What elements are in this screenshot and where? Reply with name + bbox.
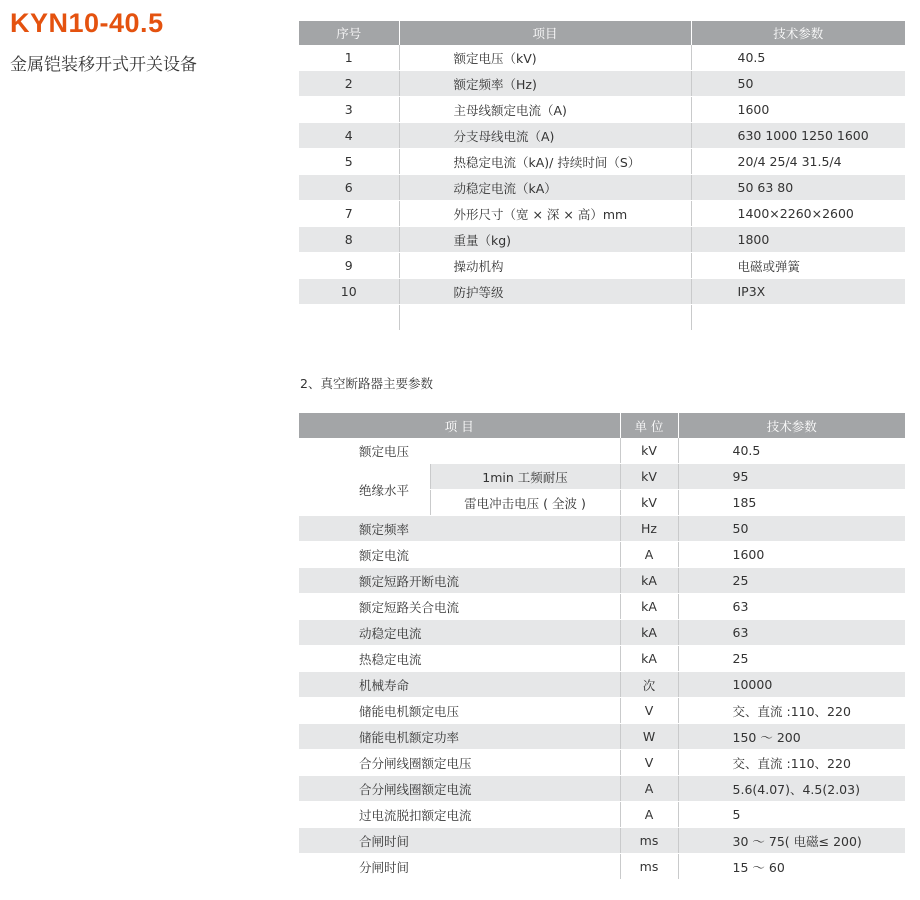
row-value: 15 ～ 60 bbox=[678, 854, 905, 880]
table-row bbox=[299, 227, 905, 253]
row-unit: kV bbox=[620, 438, 678, 464]
row-item: 额定频率 bbox=[299, 516, 620, 542]
table-header-row bbox=[299, 413, 905, 438]
row-value: 30 ～ 75( 电磁≤ 200) bbox=[678, 828, 905, 854]
table-row bbox=[299, 776, 905, 802]
row-item: 额定电压 bbox=[299, 438, 620, 464]
row-unit: A bbox=[620, 542, 678, 568]
row-item: 合分闸线圈额定电压 bbox=[299, 750, 620, 776]
row-value: 50 bbox=[678, 516, 905, 542]
row-unit: kA bbox=[620, 646, 678, 672]
row-value: 25 bbox=[678, 568, 905, 594]
table-row bbox=[299, 828, 905, 854]
table-row bbox=[299, 45, 905, 71]
row-item: 热稳定电流 bbox=[299, 646, 620, 672]
row-value: 交、直流 :110、220 bbox=[678, 698, 905, 724]
row-item: 额定短路关合电流 bbox=[299, 594, 620, 620]
table-row bbox=[299, 279, 905, 305]
row-value bbox=[691, 305, 905, 331]
row-number: 7 bbox=[299, 201, 399, 227]
row-value: 1800 bbox=[691, 227, 905, 253]
table-row bbox=[299, 253, 905, 279]
row-item: 合闸时间 bbox=[299, 828, 620, 854]
row-sub-item: 雷电冲击电压 ( 全波 ) bbox=[430, 490, 620, 516]
row-value: 150 ～ 200 bbox=[678, 724, 905, 750]
row-unit: Hz bbox=[620, 516, 678, 542]
row-group-name: 绝缘水平 bbox=[299, 464, 430, 516]
row-item: 额定电压（kV) bbox=[399, 45, 691, 71]
row-unit: ms bbox=[620, 828, 678, 854]
table-row bbox=[299, 97, 905, 123]
table-row bbox=[299, 71, 905, 97]
table-row bbox=[299, 854, 905, 880]
table-row bbox=[299, 698, 905, 724]
row-value: IP3X bbox=[691, 279, 905, 305]
section-heading: 2、真空断路器主要参数 bbox=[300, 376, 433, 391]
row-number bbox=[299, 305, 399, 331]
row-value: 1600 bbox=[691, 97, 905, 123]
row-value: 95 bbox=[678, 464, 905, 490]
row-value: 185 bbox=[678, 490, 905, 516]
row-value: 电磁或弹簧 bbox=[691, 253, 905, 279]
row-value: 10000 bbox=[678, 672, 905, 698]
table-row bbox=[299, 646, 905, 672]
table-row bbox=[299, 594, 905, 620]
table-row bbox=[299, 620, 905, 646]
table-row bbox=[299, 438, 905, 464]
row-number: 1 bbox=[299, 45, 399, 71]
row-number: 9 bbox=[299, 253, 399, 279]
row-unit: ms bbox=[620, 854, 678, 880]
main-parameters-table bbox=[299, 21, 905, 331]
row-value: 630 1000 1250 1600 bbox=[691, 123, 905, 149]
row-item: 额定短路开断电流 bbox=[299, 568, 620, 594]
header-item: 项目 bbox=[399, 21, 691, 45]
header-item: 项 目 bbox=[299, 413, 620, 438]
row-number: 8 bbox=[299, 227, 399, 253]
row-number: 4 bbox=[299, 123, 399, 149]
table-row bbox=[299, 750, 905, 776]
row-unit: kA bbox=[620, 620, 678, 646]
row-unit: A bbox=[620, 802, 678, 828]
table-row bbox=[299, 305, 905, 331]
vacuum-breaker-table bbox=[299, 413, 905, 880]
table-row bbox=[299, 802, 905, 828]
row-item bbox=[399, 305, 691, 331]
row-item: 防护等级 bbox=[399, 279, 691, 305]
row-unit: kV bbox=[620, 464, 678, 490]
table-row bbox=[299, 516, 905, 542]
table-row bbox=[299, 724, 905, 750]
row-item: 操动机构 bbox=[399, 253, 691, 279]
row-unit: A bbox=[620, 776, 678, 802]
header-value: 技术参数 bbox=[691, 21, 905, 45]
row-item: 动稳定电流 bbox=[299, 620, 620, 646]
page-subtitle: 金属铠装移开式开关设备 bbox=[10, 55, 197, 75]
row-item: 主母线额定电流（A) bbox=[399, 97, 691, 123]
row-number: 5 bbox=[299, 149, 399, 175]
table-row bbox=[299, 201, 905, 227]
row-value: 25 bbox=[678, 646, 905, 672]
row-item: 过电流脱扣额定电流 bbox=[299, 802, 620, 828]
table-row bbox=[299, 542, 905, 568]
row-value: 40.5 bbox=[678, 438, 905, 464]
row-item: 储能电机额定功率 bbox=[299, 724, 620, 750]
page-title: KYN10-40.5 bbox=[10, 8, 164, 38]
row-number: 3 bbox=[299, 97, 399, 123]
row-value: 1600 bbox=[678, 542, 905, 568]
header-no: 序号 bbox=[299, 21, 399, 45]
row-item: 机械寿命 bbox=[299, 672, 620, 698]
row-number: 2 bbox=[299, 71, 399, 97]
row-value: 5 bbox=[678, 802, 905, 828]
row-value: 20/4 25/4 31.5/4 bbox=[691, 149, 905, 175]
row-sub-item: 1min 工频耐压 bbox=[430, 464, 620, 490]
row-value: 50 63 80 bbox=[691, 175, 905, 201]
row-item: 重量（kg) bbox=[399, 227, 691, 253]
table-row bbox=[299, 464, 905, 490]
row-item: 额定电流 bbox=[299, 542, 620, 568]
row-unit: kA bbox=[620, 594, 678, 620]
row-value: 1400×2260×2600 bbox=[691, 201, 905, 227]
row-unit: W bbox=[620, 724, 678, 750]
row-unit: V bbox=[620, 750, 678, 776]
row-item: 合分闸线圈额定电流 bbox=[299, 776, 620, 802]
row-item: 动稳定电流（kA） bbox=[399, 175, 691, 201]
row-value: 50 bbox=[691, 71, 905, 97]
row-unit: V bbox=[620, 698, 678, 724]
row-value: 40.5 bbox=[691, 45, 905, 71]
row-value: 63 bbox=[678, 594, 905, 620]
row-item: 额定频率（Hz) bbox=[399, 71, 691, 97]
table-row bbox=[299, 672, 905, 698]
row-number: 10 bbox=[299, 279, 399, 305]
row-value: 63 bbox=[678, 620, 905, 646]
header-value: 技术参数 bbox=[678, 413, 905, 438]
row-item: 热稳定电流（kA)/ 持续时间（S） bbox=[399, 149, 691, 175]
header-unit: 单 位 bbox=[620, 413, 678, 438]
row-unit: kV bbox=[620, 490, 678, 516]
row-value: 交、直流 :110、220 bbox=[678, 750, 905, 776]
table-header-row bbox=[299, 21, 905, 45]
table-row bbox=[299, 568, 905, 594]
table-row bbox=[299, 149, 905, 175]
row-value: 5.6(4.07)、4.5(2.03) bbox=[678, 776, 905, 802]
table-row bbox=[299, 123, 905, 149]
row-number: 6 bbox=[299, 175, 399, 201]
row-unit: 次 bbox=[620, 672, 678, 698]
row-item: 外形尺寸（宽 × 深 × 高）mm bbox=[399, 201, 691, 227]
row-item: 分支母线电流（A) bbox=[399, 123, 691, 149]
table-row bbox=[299, 175, 905, 201]
row-item: 储能电机额定电压 bbox=[299, 698, 620, 724]
row-unit: kA bbox=[620, 568, 678, 594]
row-item: 分闸时间 bbox=[299, 854, 620, 880]
